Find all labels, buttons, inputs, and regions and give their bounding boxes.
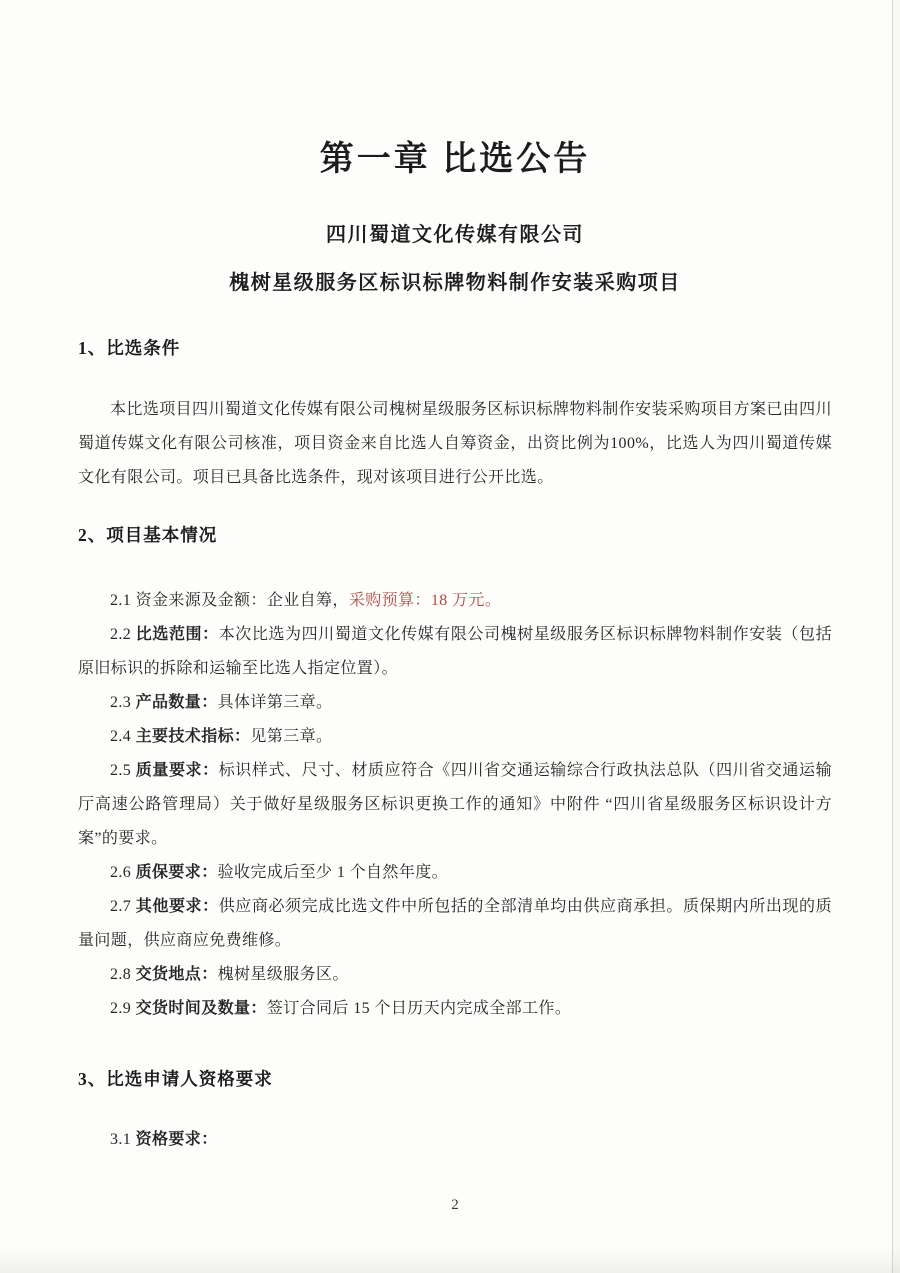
list-item-2-9 <box>78 992 832 1026</box>
item-label: 产品数量： <box>135 694 218 711</box>
item-label: 交货时间及数量： <box>135 1000 267 1017</box>
item-number: 2.1 <box>110 592 132 609</box>
item-label: 资格要求： <box>135 1131 218 1148</box>
scan-edge-line <box>892 0 893 1273</box>
scan-edge-strip <box>893 0 900 1273</box>
section-3-heading: 3、比选申请人资格要求 <box>78 1069 273 1089</box>
section-2-heading: 2、项目基本情况 <box>78 525 218 545</box>
item-number: 2.3 <box>110 694 132 711</box>
item-label: 交货地点： <box>135 966 218 983</box>
list-item-2-2 <box>78 618 832 686</box>
section-2-items <box>78 584 832 1026</box>
list-item-2-5 <box>78 754 832 856</box>
project-name: 槐树星级服务区标识标牌物料制作安装采购项目 <box>229 272 681 294</box>
budget-highlight: 采购预算：18 万元。 <box>348 592 502 609</box>
org-name: 四川蜀道文化传媒有限公司 <box>326 224 584 246</box>
section-1-heading: 1、比选条件 <box>78 338 181 358</box>
item-text: 标识样式、尺寸、材质应符合《四川省交通运输综合行政执法总队（四川省交通运输厅高速公路管理局）关于做好星级服务区标识更换工作的通知》中附件 “四川省星级服务区标识设计方案”的要求。 <box>78 762 832 847</box>
item-label: 质量要求： <box>135 762 219 779</box>
scan-bottom-shadow <box>0 1247 900 1273</box>
list-item-2-8 <box>78 958 832 992</box>
item-text: 验收完成后至少 1 个自然年度。 <box>217 864 449 881</box>
item-number: 2.2 <box>110 626 132 643</box>
list-item-2-3 <box>78 686 832 720</box>
item-text: 企业自筹， <box>266 592 349 609</box>
list-item-2-4 <box>78 720 832 754</box>
item-number: 2.4 <box>110 728 132 745</box>
list-item-2-7 <box>78 890 832 958</box>
item-label: 其他要求： <box>135 898 219 915</box>
section-1-paragraph: 本比选项目四川蜀道文化传媒有限公司槐树星级服务区标识标牌物料制作安装采购项目方案已由四川蜀道传媒文化有限公司核准，项目资金来自比选人自筹资金，出资比例为100%，比选人为四川蜀道传媒文化有限公司。项目已具备比选条件，现对该项目进行公开比选。 <box>78 401 832 486</box>
item-number: 2.7 <box>110 898 132 915</box>
item-text: 供应商必须完成比选文件中所包括的全部清单均由供应商承担。质保期内所出现的质量问题，供应商应免费维修。 <box>78 898 832 949</box>
chapter-title: 第一章 比选公告 <box>319 141 591 178</box>
list-item-2-6 <box>78 856 832 890</box>
section-3-items <box>78 1123 832 1157</box>
list-item-2-1 <box>78 584 832 618</box>
item-label: 比选范围： <box>135 626 219 643</box>
item-number: 2.9 <box>110 1000 132 1017</box>
item-text: 具体详第三章。 <box>217 694 333 711</box>
item-text: 槐树星级服务区。 <box>217 966 349 983</box>
item-text: 本次比选为四川蜀道文化传媒有限公司槐树星级服务区标识标牌物料制作安装（包括原旧标识的拆除和运输至比选人指定位置）。 <box>78 626 832 677</box>
item-label: 主要技术指标： <box>135 728 251 745</box>
list-item-3-1 <box>78 1123 832 1157</box>
item-text: 见第三章。 <box>250 728 333 745</box>
item-label: 资金来源及金额： <box>135 592 267 609</box>
item-number: 2.5 <box>110 762 132 779</box>
page-number: 2 <box>451 1197 459 1213</box>
item-number: 2.8 <box>110 966 132 983</box>
item-number: 3.1 <box>110 1131 132 1148</box>
item-text: 签订合同后 15 个日历天内完成全部工作。 <box>266 1000 572 1017</box>
item-number: 2.6 <box>110 864 132 881</box>
item-label: 质保要求： <box>135 864 218 881</box>
